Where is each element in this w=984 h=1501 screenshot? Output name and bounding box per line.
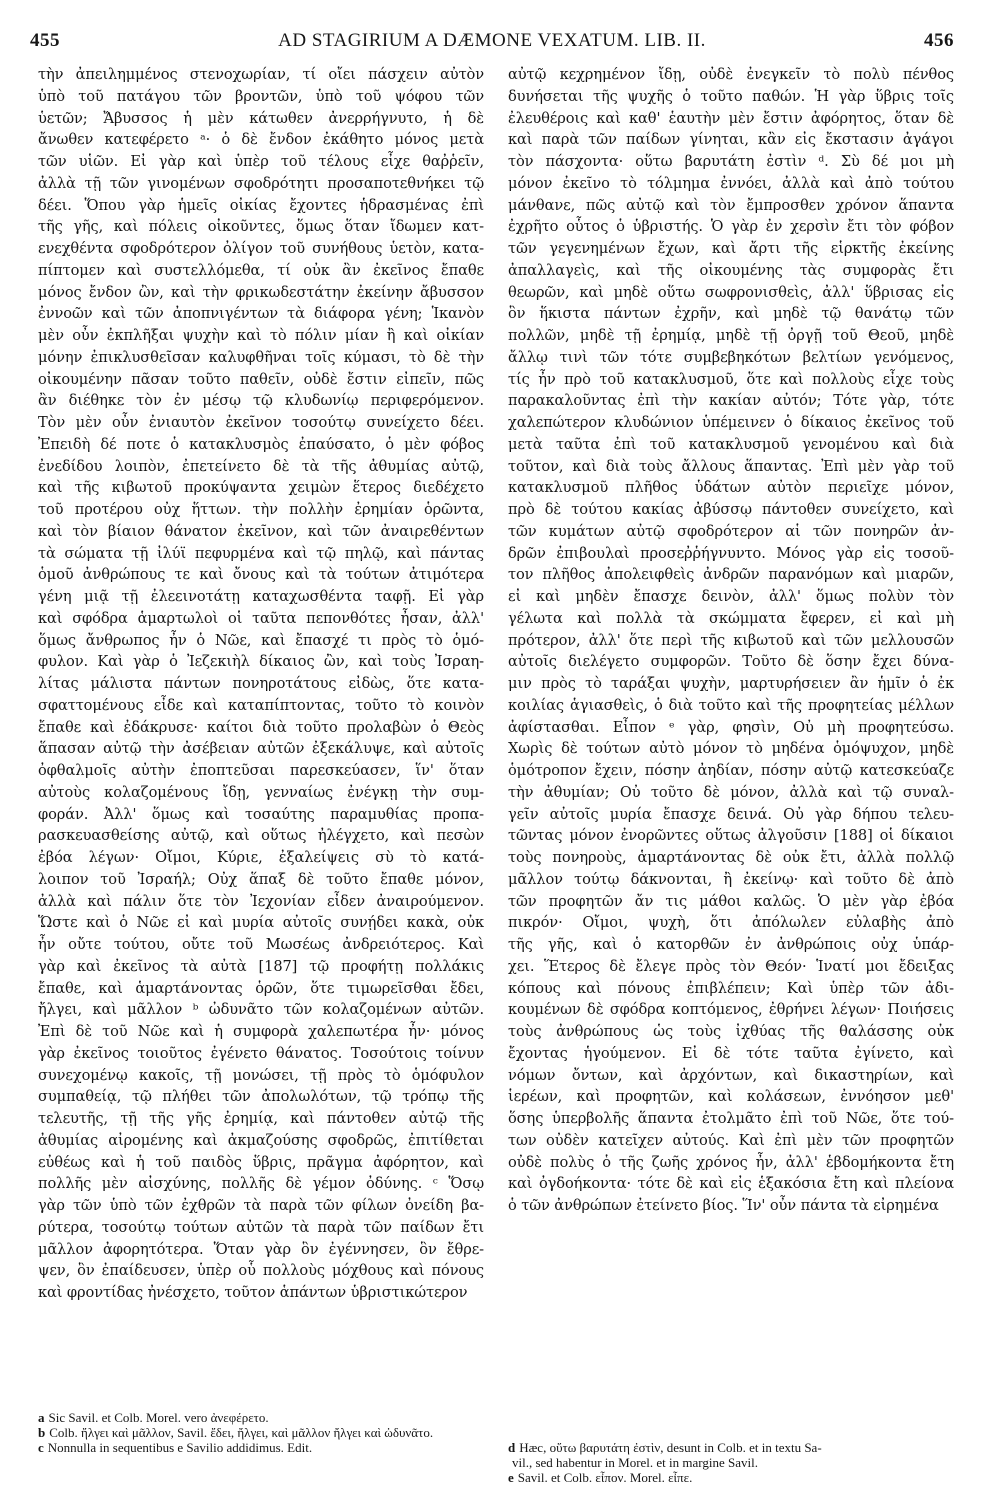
text-line: εὐθέως καὶ ἡ τοῦ παιδὸς ὕβρις, πρᾶγμα ἀφόρητον, καὶ — [38, 1153, 484, 1171]
text-line: ἄλλῳ τινὶ τῶν τότε συμβεβηκότων βελτίων γενόμενος, — [508, 348, 954, 366]
page-number-right: 456 — [924, 30, 954, 51]
footnote-text: Colb. ἤλγει καὶ μᾶλλον, Savil. ἔδει, ἤλγει, καὶ μᾶλλον ἤλγει καὶ ὠδυνᾶτο. — [49, 1425, 434, 1440]
footnote — [38, 1425, 484, 1440]
footnote — [508, 1455, 954, 1470]
text-line: καὶ φροντίδας ἠνέσχετο, τοῦτον ἁπάντων ὑβριστικώτερον — [38, 1284, 468, 1301]
text-line: ἦν οὔτε τούτου, οὔτε τοῦ Μωσέως ἀνδρειότερος. Καὶ — [38, 936, 484, 953]
text-line: Τὸν μὲν οὖν ἐνιαυτὸν ἐκεῖνον τοσούτῳ συνείχετο δέει. — [38, 414, 484, 431]
text-line: συμπαθείᾳ, τῷ πλήθει τῶν ἀπολωλότων, τῷ τρόπῳ τῆς — [38, 1088, 484, 1106]
footnote — [38, 1440, 484, 1455]
text-line: γὰρ ἐκεῖνος τοιοῦτος ἐγένετο θάνατος. Τοσούτοις τοίνυν — [38, 1044, 484, 1062]
text-line: φυλον. Καὶ γὰρ ὁ Ἰεζεκιὴλ δίκαιος ὢν, καὶ τοὺς Ἰσραη- — [38, 653, 484, 671]
text-line: γένη μιᾷ τῇ ἐλεεινοτάτῃ καταχωσθέντα ταφῇ. Εἰ γὰρ — [38, 588, 484, 605]
text-line: ἔπαθε καὶ ἐδάκρυσε· καίτοι διὰ τοῦτο προλαβὼν ὁ Θεὸς — [38, 718, 484, 736]
text-line: Ὥστε καὶ ὁ Νῶε εἰ καὶ μυρία αὐτοῖς συνῄδει κακὰ, οὐκ — [38, 914, 484, 932]
text-line: χει. Ἕτερος δὲ ἔλεγε πρὸς τὸν Θεόν· Ἱνατί μοι ἔδειξας — [508, 957, 954, 975]
text-line: αὐτῷ κεχρημένον ἴδῃ, οὐδὲ ἐνεγκεῖν τὸ πολὺ πένθος — [508, 66, 954, 83]
text-line: λοιπον τοῦ Ἰσραήλ; Οὐχ ἅπαξ δὲ τοῦτο ἔπαθε μόνον, — [38, 870, 484, 888]
text-line: ἐννοῶν καὶ τῶν ἀποπνιγέντων τὰ διάφορα γένη; Ἱκανὸν — [38, 305, 484, 323]
text-line: νόμων ὄντων, καὶ ἀρχόντων, καὶ δικαστηρίων, καὶ — [508, 1066, 954, 1084]
text-line: τῶν γεγενημένων ἔχων, καὶ ἄρτι τῆς εἱρκτῆς ἐκείνης — [508, 240, 954, 257]
text-line: ὅσης ὑπερβολῆς ἅπαντα ἐτολμᾶτο ἐπὶ τοῦ Νῶε, ὅτε τού- — [508, 1110, 954, 1127]
text-line: τὰ σώματα τῇ ἰλύϊ πεφυρμένα καὶ τῷ πηλῷ, καὶ πάντας — [38, 544, 484, 562]
text-line: εἰ καὶ μηδὲν ἔπασχε δεινὸν, ἀλλ' ὅμως πολὺν τὸν — [508, 588, 954, 605]
footnote — [38, 1410, 484, 1425]
text-line: δέει. Ὅπου γὰρ ἡμεῖς οἰκίας ἔχοντες ἡδρασμένας ἐπὶ — [38, 196, 484, 214]
page-number-left: 455 — [30, 30, 60, 51]
text-line: τῶν προφητῶν ἄν τις μάθοι καλῶς. Ὁ μὲν γὰρ ἐβόα — [508, 892, 954, 910]
text-line: ἐβόα λέγων· Οἴμοι, Κύριε, ἐξαλείψεις σὺ τὸ κατά- — [38, 849, 484, 866]
text-line: ἀπαλλαγεὶς, καὶ τῆς οἰκουμένης τὰς συμφορὰς ἔτι — [508, 261, 954, 279]
running-header — [30, 30, 954, 56]
footnote-marker: c — [38, 1440, 44, 1455]
footnote-text: Sic Savil. et Colb. Morel. vero ἀνεφέρετο. — [48, 1410, 269, 1425]
text-line: ὅμως ἄνθρωπος ἦν ὁ Νῶε, καὶ ἔπασχέ τι πρὸς τὸ ὁμό- — [38, 631, 484, 649]
text-line: αὐτοὺς κολαζομένους ἴδῃ, γενναίως ἐνέγκῃ τὴν συμ- — [38, 783, 484, 801]
text-line: σφαττομένους εἶδε καὶ καταπίπτοντας, τοῦτο τὸ κοινὸν — [38, 696, 484, 714]
left-column — [38, 64, 484, 1354]
text-line: κουμένων δὲ σφόδρα κοπτόμενος, ἐθρήνει λέγων· Ποιήσεις — [508, 1001, 954, 1019]
footnote-marker: d — [508, 1440, 516, 1455]
text-line: τῆς γῆς, καὶ ὁ κατορθῶν ἐν ἀνθρώποις οὐχ ὑπάρ- — [508, 936, 954, 953]
footnote-text: vil., sed habentur in Morel. et in margine Savil. — [512, 1455, 758, 1470]
text-line: μιν πρὸς τὸ ταράξαι ψυχὴν, μαρτυρήσειεν ἂν ἡμῖν ὁ ἐκ — [508, 675, 954, 692]
footnote-text: Nonnulla in sequentibus e Savilio addidimus. Edit. — [47, 1440, 313, 1455]
text-line: καὶ παρὰ τῶν παίδων γίνηται, κἂν εἰς ἔκστασιν ἀγάγοι — [508, 131, 954, 149]
text-line: ἤλγει, καὶ μᾶλλον ᵇ ὠδυνᾶτο τῶν κολαζομένων αὐτῶν. — [38, 1001, 484, 1019]
text-line: ἄνωθεν κατεφέρετο ᵃ· ὁ δὲ ἔνδον ἐκάθητο μόνος μετὰ — [38, 131, 484, 149]
text-line: ὁ τῶν ἀνθρώπων ἐτείνετο βίος. Ἵν' οὖν πάντα τὰ εἰρημένα — [508, 1197, 939, 1214]
text-line: τίς ἦν πρὸ τοῦ κατακλυσμοῦ, ὅτε καὶ πολλοὺς εἶχε τοὺς — [508, 370, 954, 388]
text-line: πρὸ δὲ τούτου κακίας ἀβύσσῳ πάντοθεν συνείχετο, καὶ — [508, 501, 954, 518]
text-line: τοῦτον, καὶ διὰ τοὺς ἄλλους ἅπαντας. Ἐπὶ μὲν γὰρ τοῦ — [508, 457, 954, 475]
text-line: ἐχρῆτο οὗτος ὁ ὑβριστής. Ὁ γὰρ ἐν χερσὶν ἔτι τὸν φόβον — [508, 218, 954, 236]
text-line: καὶ σφόδρα ἁμαρτωλοὶ οἱ ταῦτα πεπονθότες ἦσαν, ἀλλ' — [38, 609, 484, 627]
text-line: μᾶλλον τούτῳ δάκνονται, ἢ ἐκείνῳ· καὶ τοῦτο δὲ ἀπὸ — [508, 870, 954, 888]
text-line: πολλῆς μὲν αἰσχύνης, πολλῆς δὲ γέμον ὀδύνης. ᶜ Ὅσῳ — [38, 1175, 484, 1193]
text-line: τελευτῆς, τῇ τῆς γῆς ἐρημίᾳ, καὶ πάντοθεν αὐτῷ τῆς — [38, 1110, 484, 1127]
text-line: ὑετῶν; Ἄβυσσος ἡ μὲν κάτωθεν ἀνερρήγνυτο, ἡ δὲ — [38, 109, 484, 127]
text-line: ρύτερα, τοσούτῳ τούτων αὐτῶν τὰ παρὰ τῶν παίδων ἔτι — [38, 1218, 484, 1236]
footnote-marker: b — [38, 1425, 46, 1440]
footnotes-left — [38, 1410, 484, 1455]
text-line: μόνον ἐκεῖνο τὸ τόλμημα ἐννόει, ἀλλὰ καὶ ἀπὸ τούτου — [508, 174, 954, 192]
text-line: ὑπὸ τοῦ πατάγου τῶν βροντῶν, ὑπὸ τοῦ ψόφου τῶν — [38, 87, 484, 105]
text-line: τὴν ἀθυμίαν; Οὐ τοῦτο δὲ μόνον, ἀλλὰ καὶ τῷ συναλ- — [508, 783, 954, 801]
text-line: τοὺς πονηροὺς, ἁμαρτάνοντας δὲ οὐκ ἔτι, ἀλλὰ πολλῷ — [508, 849, 954, 866]
text-line: οἰκουμένην πᾶσαν τοῦτο παθεῖν, οὐδὲ ἔστιν εἰπεῖν, πῶς — [38, 370, 484, 388]
text-line: λίτας μάλιστα πάντων πονηροτάτους εἰδὼς, ὅτε κατα- — [38, 675, 484, 692]
footnote-marker: a — [38, 1410, 45, 1425]
footnotes-right — [508, 1440, 954, 1485]
footnote — [508, 1470, 954, 1485]
text-line: τὸν πάσχοντα· οὕτω βαρυτάτη ἐστὶν ᵈ. Σὺ δέ μοι μὴ — [508, 153, 954, 170]
text-line: ὁμότροπον ἔχειν, πόσην ἀηδίαν, πόσην αὐτῷ κατεσκεύαζε — [508, 762, 954, 779]
footnote-text: Savil. et Colb. εἶπον. Morel. εἶπε. — [517, 1470, 693, 1485]
text-line: ἅπασαν αὐτῷ τὴν ἀσέβειαν αὐτῶν ἐξεκάλυψε, καὶ αὐτοῖς — [38, 740, 484, 758]
text-line: γὰρ καὶ ἐκεῖνος τὰ αὐτὰ [187] τῷ προφήτῃ πολλάκις — [38, 957, 484, 975]
text-line: ἂν διέθηκε τὸν ἐν μέσῳ τῷ κλυδωνίῳ περιφερόμενον. — [38, 392, 484, 410]
text-line: τῶντας μόνον ἐνορῶντες οὕτως ἀλγοῦσιν [188] οἱ δίκαιοι — [508, 827, 954, 845]
text-line: ὀφθαλμοῖς αὐτὴν ἐποπτεῦσαι παρεσκεύασεν, ἵν' ὅταν — [38, 762, 484, 779]
text-line: παρακαλοῦντας ἐπὶ τὴν κακίαν αὐτόν; Τότε γὰρ, τότε — [508, 392, 954, 410]
text-line: συνεχομένῳ κακοῖς, τῇ μονώσει, τῇ πρὸς τὸ ὁμόφυλον — [38, 1066, 484, 1084]
text-line: τῶν υἱῶν. Εἰ γὰρ καὶ ὑπὲρ τοῦ τέλους εἶχε θαῤῥεῖν, — [38, 153, 484, 170]
text-line: μόνην ἐπικλυσθεῖσαν καλυφθῆναι τοῖς κύμασι, τὸ δὲ τὴν — [38, 348, 484, 366]
text-line: δρῶν ἐπιβουλαὶ προσεῤῥήγνυντο. Μόνος γὰρ εἰς τοσοῦ- — [508, 544, 954, 562]
text-line: ψεν, ὃν ἐπαίδευσεν, ὑπὲρ οὗ πολλοὺς μόχθους καὶ πόνους — [38, 1262, 484, 1280]
text-line: δυνήσεται τῆς ψυχῆς ὁ τοῦτο παθών. Ἡ γὰρ ὕβρις τοῖς — [508, 87, 954, 105]
footnote — [508, 1440, 954, 1455]
text-line: κόπους καὶ πόνους ἐπιβλέπειν; Καὶ ὑπὲρ τῶν ἀδι- — [508, 979, 954, 997]
footnote-marker: e — [508, 1470, 514, 1485]
text-line: Χωρὶς δὲ τούτων αὐτὸ μόνον τὸ μηδένα ὁμόψυχον, μηδὲ — [508, 740, 954, 758]
text-line: μὲν οὖν ἐκπλῆξαι ψυχὴν καὶ τὸ πόλιν μίαν ἢ καὶ οἰκίαν — [38, 327, 484, 344]
text-line: των οὐδὲν κατεῖχεν αὐτούς. Καὶ ἐπὶ μὲν τῶν προφητῶν — [508, 1131, 954, 1149]
text-line: ἀφίστασθαι. Εἶπον ᵉ γὰρ, φησὶν, Οὐ μὴ προφητεύσω. — [508, 718, 954, 736]
text-line: ἐνεδίδου λοιπὸν, ἐπετείνετο δὲ τὰ τῆς ἀθυμίας αὐτῷ, — [38, 457, 484, 475]
text-line: οὐδὲ πολὺς ὁ τῆς ζωῆς χρόνος ἦν, ἀλλ' ἑβδομήκοντα ἔτη — [508, 1153, 954, 1171]
text-line: τον πλῆθος ἀπολειφθεὶς ἀνδρῶν παρανόμων καὶ μιαρῶν, — [508, 566, 954, 584]
text-line: μετὰ ταῦτα ἐπὶ τοῦ κατακλυσμοῦ γενομένου καὶ διὰ — [508, 435, 954, 453]
text-line: ἀλλὰ καὶ πάλιν ὅτε τὸν Ἰεχονίαν εἶδεν ἀναιρούμενον. — [38, 892, 484, 910]
text-line: τῆς γῆς, καὶ πόλεις οἰκοῦντες, ὅμως ὅταν ἴδωμεν κατ- — [38, 218, 484, 236]
text-line: Ἐπειδὴ δέ ποτε ὁ κατακλυσμὸς ἐπαύσατο, ὁ μὲν φόβος — [38, 435, 484, 453]
text-line: τῶν κυμάτων αὐτῷ σφοδρότερον αἱ τῶν πονηρῶν ἀν- — [508, 522, 954, 540]
text-line: πίπτομεν καὶ συστελλόμεθα, τί οὐκ ἂν ἐκεῖνος ἔπαθε — [38, 261, 484, 279]
text-line: ενεχθέντα σφοδρότερον ὀλίγον τοῦ συνήθους ὑετὸν, κατα- — [38, 240, 484, 257]
text-line: πικρόν· Οἴμοι, ψυχὴ, ὅτι ἀπόλωλεν εὐλαβὴς ἀπὸ — [508, 914, 954, 932]
text-line: χαλεπώτερον κλυδώνιον ὑπέμεινεν ὁ δίκαιος ἐκεῖνος τοῦ — [508, 414, 954, 431]
text-line: ἀλλὰ τῇ τῶν γινομένων σφοδρότητι προσαποτεθνήκει τῷ — [38, 174, 484, 192]
text-line: γεῖν αὐτοῖς μυρία ἔπασχε δεινά. Οὐ γὰρ δήπου τελευ- — [508, 805, 954, 823]
text-line: ρασκευασθείσης αὐτῷ, καὶ οὕτως ἠλέγχετο, καὶ πεσὼν — [38, 827, 484, 845]
text-line: καὶ ὀγδοήκοντα· τότε δὲ καὶ εἰς ἑξακόσια ἔτη καὶ πλείονα — [508, 1175, 954, 1193]
text-line: γέλωτα καὶ πολλὰ τὰ σκώμματα ἔφερεν, εἰ καὶ μὴ — [508, 609, 954, 627]
text-line: γὰρ τῶν ὑπὸ τῶν ἐχθρῶν τὰ παρὰ τῶν φίλων ὀνείδη βα- — [38, 1197, 484, 1214]
text-line: μόνος ἔνδον ὢν, καὶ τὴν φρικωδεστάτην ἐκείνην ἄβυσσον — [38, 283, 484, 301]
text-line: Ἐπὶ δὲ τοῦ Νῶε καὶ ἡ συμφορὰ χαλεπωτέρα ἦν· μόνος — [38, 1023, 484, 1040]
right-column — [508, 64, 954, 1354]
text-line: ἀθυμίας αἰρομένης καὶ ἀκμαζούσης σφοδρῶς, ἐπιτίθεται — [38, 1131, 484, 1149]
text-line: θεωρῶν, καὶ μηδὲ οὕτω σωφρονισθεὶς, ἀλλ' ὕβρισας εἰς — [508, 283, 954, 301]
text-line: αὐτοῖς διελέγετο συμφορῶν. Τοῦτο δὲ ὅσην ἔχει δύνα- — [508, 653, 954, 671]
running-title: AD STAGIRIUM A DÆMONE VEXATUM. LIB. II. — [278, 30, 706, 51]
text-line: φοράν. Ἀλλ' ὅμως καὶ τοσαύτης παραμυθίας προπα- — [38, 805, 484, 823]
text-line: ἐλευθέροις καὶ καθ' ἑαυτὴν μὲν ἔστιν ἀφόρητος, ὅταν δὲ — [508, 109, 954, 127]
text-line: κοιλίας ἁγιασθεὶς, ὁ διὰ τοῦτο καὶ τῆς προφητείας μέλλων — [508, 696, 954, 714]
text-line: μᾶλλον ἀφορητότερα. Ὅταν γὰρ ὃν ἐγέννησεν, ὃν ἔθρε- — [38, 1240, 484, 1258]
text-line: ἱερέων, καὶ προφητῶν, καὶ κολάσεων, ἐννόησον μεθ' — [508, 1088, 954, 1106]
text-line: τοῦ προτέρου οὐχ ἥττων. τὴν πολλὴν ἐρημίαν ὁρῶντα, — [38, 501, 484, 518]
text-line: ἔπαθε, καὶ ἁμαρτάνοντας ὁρῶν, ὅτε τιμωρεῖσθαι ἔδει, — [38, 979, 484, 997]
text-line: τὴν ἀπειλημμένος στενοχωρίαν, τί οἴει πάσχειν αὐτὸν — [38, 66, 484, 83]
text-line: ὃν ἥκιστα πάντων ἐχρῆν, καὶ μηδὲ τῷ θανάτῳ τῶν — [508, 305, 954, 323]
text-line: καὶ τῆς κιβωτοῦ προκύψαντα χειμὼν ἕτερος διεδέχετο — [38, 479, 484, 497]
text-line: καὶ τὸν βίαιον θάνατον ἐκεῖνον, καὶ τῶν ἀναιρεθέντων — [38, 522, 484, 540]
text-line: τοὺς ἀνθρώπους ὡς τοὺς ἰχθύας τῆς θαλάσσης οὐκ — [508, 1023, 954, 1040]
text-line: μάνθανε, πῶς αὐτῷ καὶ τὸν ἔμπροσθεν χρόνον ἅπαντα — [508, 196, 954, 214]
text-line: πολλῶν, μηδὲ τῇ ἐρημίᾳ, μηδὲ τῇ ὀργῇ τοῦ Θεοῦ, μηδὲ — [508, 327, 954, 344]
text-line: πρότερον, ἀλλ' ὅτε περὶ τῆς κιβωτοῦ καὶ τῶν μελλουσῶν — [508, 631, 954, 649]
text-line: ἔχοντας ἡγούμενον. Εἰ δὲ τότε ταῦτα ἐγίνετο, καὶ — [508, 1044, 954, 1062]
footnote-text: Hæc, οὕτω βαρυτάτη ἐστὶν, desunt in Colb. et in textu Sa- — [519, 1440, 822, 1455]
text-line: ὁμοῦ ἀνθρώπους τε καὶ ὄνους καὶ τὰ τούτων ἀτιμότερα — [38, 566, 484, 584]
text-line: κατακλυσμοῦ πλῆθος ὑδάτων αὐτὸν περιεῖχε μόνον, — [508, 479, 954, 497]
